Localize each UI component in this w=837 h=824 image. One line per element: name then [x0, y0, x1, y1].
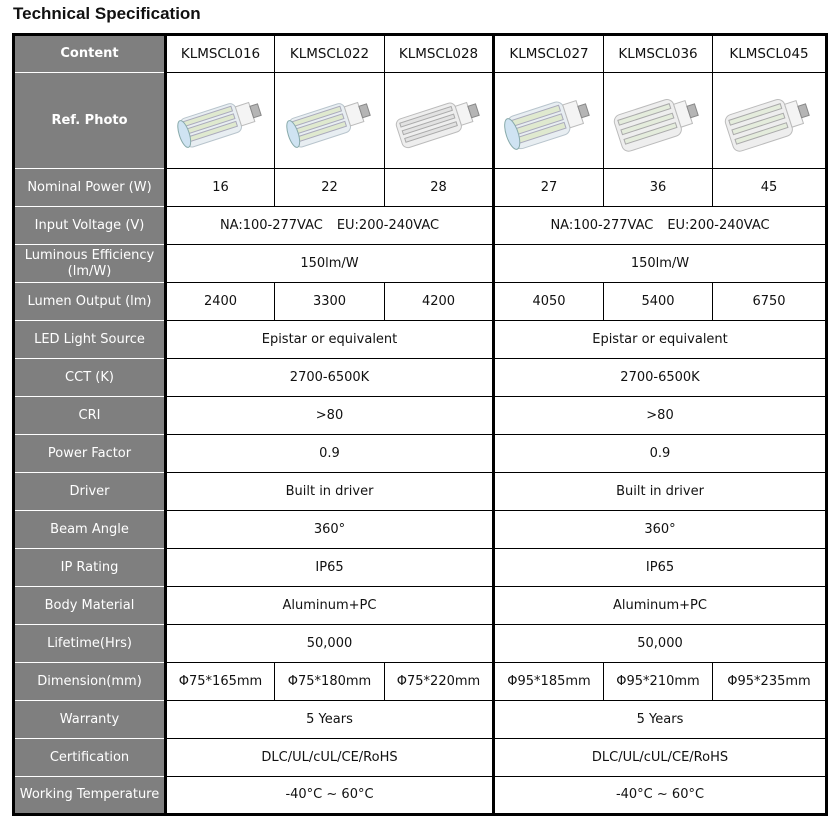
- cell: 27: [494, 169, 604, 207]
- table-row: [14, 473, 827, 511]
- model-name: KLMSCL016: [166, 35, 275, 73]
- cell: Φ75*165mm: [166, 663, 275, 701]
- cell: 4050: [494, 283, 604, 321]
- cell: 2400: [166, 283, 275, 321]
- table-row: [14, 663, 827, 701]
- cell: 4200: [385, 283, 494, 321]
- spec-table: [12, 33, 828, 816]
- row-label: Lumen Output (lm): [14, 283, 166, 321]
- cell: 5400: [604, 283, 713, 321]
- cell: Epistar or equivalent: [166, 321, 494, 359]
- cell: [494, 207, 827, 245]
- cell: 2700-6500K: [166, 359, 494, 397]
- row-label: Driver: [14, 473, 166, 511]
- table-row: [14, 321, 827, 359]
- cell: 150lm/W: [166, 245, 494, 283]
- model-name: KLMSCL022: [275, 35, 385, 73]
- model-name: KLMSCL028: [385, 35, 494, 73]
- header-row: [14, 35, 827, 73]
- table-row: [14, 435, 827, 473]
- cell: Φ95*235mm: [713, 663, 827, 701]
- product-photo: [385, 73, 494, 169]
- cell: -40°C ~ 60°C: [166, 777, 494, 815]
- voltage-eu: EU:200-240VAC: [336, 217, 440, 233]
- cell: [166, 207, 494, 245]
- cell: 6750: [713, 283, 827, 321]
- content-label: Content: [14, 35, 166, 73]
- cell: 50,000: [494, 625, 827, 663]
- cell: Built in driver: [494, 473, 827, 511]
- table-row: [14, 625, 827, 663]
- cell: Φ95*185mm: [494, 663, 604, 701]
- table-row: [14, 511, 827, 549]
- cell: IP65: [494, 549, 827, 587]
- cell: 28: [385, 169, 494, 207]
- cell: 360°: [494, 511, 827, 549]
- table-row: [14, 777, 827, 815]
- table-row: [14, 549, 827, 587]
- row-label: Dimension(mm): [14, 663, 166, 701]
- row-label: Body Material: [14, 587, 166, 625]
- cell: DLC/UL/cUL/CE/RoHS: [166, 739, 494, 777]
- product-photo: [713, 73, 827, 169]
- row-label: Nominal Power (W): [14, 169, 166, 207]
- corn-bulb-image: [391, 85, 487, 157]
- voltage-na: NA:100-277VAC: [550, 217, 654, 233]
- corn-bulb-image: [282, 85, 378, 157]
- corn-bulb-image: [173, 85, 269, 157]
- cell: 2700-6500K: [494, 359, 827, 397]
- row-label: CRI: [14, 397, 166, 435]
- corn-bulb-image: [610, 85, 706, 157]
- photo-row: [14, 73, 827, 169]
- row-label: CCT (K): [14, 359, 166, 397]
- cell: 0.9: [166, 435, 494, 473]
- cell: Aluminum+PC: [494, 587, 827, 625]
- cell: DLC/UL/cUL/CE/RoHS: [494, 739, 827, 777]
- table-row: [14, 739, 827, 777]
- cell: >80: [494, 397, 827, 435]
- photo-label: Ref. Photo: [14, 73, 166, 169]
- cell: 360°: [166, 511, 494, 549]
- row-label: Luminous Efficiency (lm/W): [14, 245, 166, 283]
- row-label: Input Voltage (V): [14, 207, 166, 245]
- cell: Built in driver: [166, 473, 494, 511]
- row-label: IP Rating: [14, 549, 166, 587]
- row-label: Certification: [14, 739, 166, 777]
- cell: 16: [166, 169, 275, 207]
- table-row: [14, 587, 827, 625]
- table-row: [14, 245, 827, 283]
- cell: -40°C ~ 60°C: [494, 777, 827, 815]
- corn-bulb-image: [721, 85, 817, 157]
- table-row: [14, 701, 827, 739]
- table-row: [14, 397, 827, 435]
- model-name: KLMSCL027: [494, 35, 604, 73]
- cell: 5 Years: [494, 701, 827, 739]
- product-photo: [166, 73, 275, 169]
- product-photo: [275, 73, 385, 169]
- table-row: [14, 283, 827, 321]
- corn-bulb-image: [501, 85, 597, 157]
- voltage-na: NA:100-277VAC: [219, 217, 323, 233]
- cell: >80: [166, 397, 494, 435]
- table-row: [14, 169, 827, 207]
- cell: Aluminum+PC: [166, 587, 494, 625]
- cell: Φ75*220mm: [385, 663, 494, 701]
- row-label: Beam Angle: [14, 511, 166, 549]
- cell: Epistar or equivalent: [494, 321, 827, 359]
- row-label: Working Temperature: [14, 777, 166, 815]
- product-photo: [604, 73, 713, 169]
- cell: Φ75*180mm: [275, 663, 385, 701]
- page-title: Technical Specification: [13, 4, 201, 23]
- cell: IP65: [166, 549, 494, 587]
- cell: 3300: [275, 283, 385, 321]
- voltage-eu: EU:200-240VAC: [667, 217, 770, 233]
- cell: 45: [713, 169, 827, 207]
- model-name: KLMSCL036: [604, 35, 713, 73]
- product-photo: [494, 73, 604, 169]
- cell: Φ95*210mm: [604, 663, 713, 701]
- row-label: LED Light Source: [14, 321, 166, 359]
- model-name: KLMSCL045: [713, 35, 827, 73]
- table-row: [14, 359, 827, 397]
- table-row: [14, 207, 827, 245]
- row-label: Lifetime(Hrs): [14, 625, 166, 663]
- row-label: Warranty: [14, 701, 166, 739]
- cell: 50,000: [166, 625, 494, 663]
- row-label: Power Factor: [14, 435, 166, 473]
- cell: 36: [604, 169, 713, 207]
- cell: 0.9: [494, 435, 827, 473]
- cell: 150lm/W: [494, 245, 827, 283]
- cell: 5 Years: [166, 701, 494, 739]
- cell: 22: [275, 169, 385, 207]
